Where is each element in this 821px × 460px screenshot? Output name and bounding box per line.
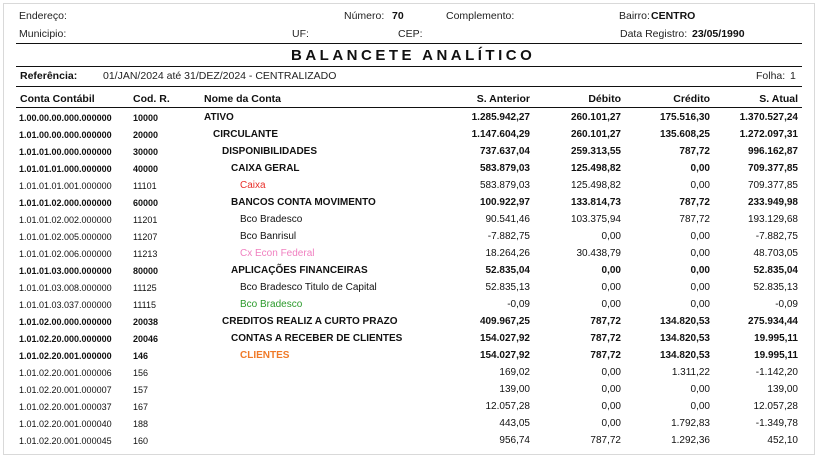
col-debito: Débito xyxy=(588,93,621,105)
credit-value: 134.820,53 xyxy=(659,333,710,344)
table-row xyxy=(0,263,821,280)
debit-value: 0,00 xyxy=(601,418,621,429)
current-balance: 12.057,28 xyxy=(753,401,798,412)
reduced-code: 11201 xyxy=(133,215,158,225)
previous-balance: 409.967,25 xyxy=(479,316,530,327)
current-balance: 139,00 xyxy=(767,384,798,395)
divider xyxy=(16,66,802,67)
divider xyxy=(16,43,802,44)
current-balance: 452,10 xyxy=(767,435,798,446)
account-code: 1.01.02.20.001.000007 xyxy=(19,385,112,395)
account-name: Cx Econ Federal xyxy=(240,248,315,259)
current-balance: -1.142,20 xyxy=(755,367,798,378)
credit-value: 0,00 xyxy=(690,180,710,191)
numero-value: 70 xyxy=(392,10,404,22)
credit-value: 0,00 xyxy=(690,231,710,242)
previous-balance: 583.879,03 xyxy=(479,180,530,191)
debit-value: 0,00 xyxy=(601,265,621,276)
table-row xyxy=(0,127,821,144)
cep-label: CEP: xyxy=(398,28,423,40)
numero-label: Número: xyxy=(344,10,385,22)
divider xyxy=(16,107,802,108)
reduced-code: 160 xyxy=(133,436,149,446)
table-row xyxy=(0,365,821,382)
previous-balance: 12.057,28 xyxy=(485,401,530,412)
current-balance: 52.835,13 xyxy=(753,282,798,293)
table-row xyxy=(0,144,821,161)
col-nome: Nome da Conta xyxy=(204,93,282,105)
credit-value: 787,72 xyxy=(679,197,710,208)
account-name: ATIVO xyxy=(204,112,234,123)
debit-value: 0,00 xyxy=(601,282,621,293)
debit-value: 0,00 xyxy=(601,367,621,378)
endereco-label: Endereço: xyxy=(19,10,67,22)
previous-balance: 90.541,46 xyxy=(485,214,530,225)
reduced-code: 167 xyxy=(133,402,149,412)
table-row xyxy=(0,399,821,416)
municipio-label: Municipio: xyxy=(19,28,67,40)
account-name: DISPONIBILIDADES xyxy=(222,146,318,157)
current-balance: -7.882,75 xyxy=(755,231,798,242)
previous-balance: 737.637,04 xyxy=(479,146,530,157)
credit-value: 0,00 xyxy=(690,163,710,174)
previous-balance: 956,74 xyxy=(499,435,530,446)
col-atual: S. Atual xyxy=(759,93,798,105)
account-name: CAIXA GERAL xyxy=(231,163,300,174)
previous-balance: 18.264,26 xyxy=(485,248,530,259)
bairro-label: Bairro: xyxy=(619,10,650,22)
table-row xyxy=(0,416,821,433)
col-credito: Crédito xyxy=(673,93,710,105)
table-row xyxy=(0,331,821,348)
col-cod: Cod. R. xyxy=(133,93,170,105)
account-code: 1.01.02.20.001.000006 xyxy=(19,368,112,378)
reduced-code: 11115 xyxy=(133,300,157,310)
table-row xyxy=(0,110,821,127)
debit-value: 787,72 xyxy=(590,316,621,327)
debit-value: 125.498,82 xyxy=(570,180,621,191)
current-balance: 19.995,11 xyxy=(754,333,798,344)
table-row xyxy=(0,280,821,297)
credit-value: 0,00 xyxy=(690,265,710,276)
account-code: 1.01.01.02.000.000000 xyxy=(19,198,112,208)
table-row xyxy=(0,314,821,331)
account-code: 1.01.01.03.000.000000 xyxy=(19,266,112,276)
credit-value: 0,00 xyxy=(690,248,710,259)
table-row xyxy=(0,297,821,314)
reduced-code: 20038 xyxy=(133,317,159,327)
account-name: CREDITOS REALIZ A CURTO PRAZO xyxy=(222,316,398,327)
credit-value: 0,00 xyxy=(690,384,710,395)
debit-value: 260.101,27 xyxy=(570,112,621,123)
debit-value: 103.375,94 xyxy=(570,214,621,225)
current-balance: 48.703,05 xyxy=(753,248,798,259)
previous-balance: 1.147.604,29 xyxy=(471,129,530,140)
credit-value: 1.292,36 xyxy=(671,435,710,446)
account-name: CIRCULANTE xyxy=(213,129,278,140)
previous-balance: 583.879,03 xyxy=(479,163,530,174)
col-conta: Conta Contábil xyxy=(20,93,95,105)
debit-value: 260.101,27 xyxy=(570,129,621,140)
table-row xyxy=(0,229,821,246)
reduced-code: 156 xyxy=(133,368,149,378)
account-code: 1.01.02.20.000.000000 xyxy=(19,334,112,344)
debit-value: 0,00 xyxy=(601,299,621,310)
reduced-code: 80000 xyxy=(133,266,159,276)
credit-value: 787,72 xyxy=(679,146,710,157)
current-balance: 1.272.097,31 xyxy=(739,129,798,140)
current-balance: -0,09 xyxy=(775,299,798,310)
reduced-code: 40000 xyxy=(133,164,159,174)
account-code: 1.01.02.20.001.000000 xyxy=(19,351,112,361)
account-code: 1.01.01.00.000.000000 xyxy=(19,147,112,157)
current-balance: 1.370.527,24 xyxy=(739,112,798,123)
reduced-code: 146 xyxy=(133,351,149,361)
account-name: Caixa xyxy=(240,180,266,191)
previous-balance: 52.835,13 xyxy=(485,282,530,293)
debit-value: 787,72 xyxy=(590,333,621,344)
debit-value: 125.498,82 xyxy=(570,163,621,174)
current-balance: 233.949,98 xyxy=(747,197,798,208)
debit-value: 133.814,73 xyxy=(570,197,621,208)
current-balance: 275.934,44 xyxy=(747,316,798,327)
current-balance: 52.835,04 xyxy=(753,265,798,276)
report-title: BALANCETE ANALÍTICO xyxy=(291,47,536,64)
current-balance: -1.349,78 xyxy=(755,418,798,429)
table-row xyxy=(0,246,821,263)
account-code: 1.00.00.00.000.000000 xyxy=(19,113,112,123)
previous-balance: 443,05 xyxy=(499,418,530,429)
previous-balance: 139,00 xyxy=(499,384,530,395)
table-row xyxy=(0,433,821,450)
credit-value: 0,00 xyxy=(690,282,710,293)
debit-value: 0,00 xyxy=(601,231,621,242)
account-name: Bco Bradesco xyxy=(240,214,303,225)
account-code: 1.01.01.02.005.000000 xyxy=(19,232,112,242)
current-balance: 996.162,87 xyxy=(747,146,798,157)
credit-value: 0,00 xyxy=(690,401,710,412)
previous-balance: 169,02 xyxy=(499,367,530,378)
account-code: 1.01.00.00.000.000000 xyxy=(19,130,112,140)
account-name: CONTAS A RECEBER DE CLIENTES xyxy=(231,333,403,344)
table-row xyxy=(0,382,821,399)
reduced-code: 20000 xyxy=(133,130,159,140)
account-code: 1.01.02.20.001.000037 xyxy=(19,402,112,412)
credit-value: 787,72 xyxy=(679,214,710,225)
account-code: 1.01.01.02.002.000000 xyxy=(19,215,112,225)
account-code: 1.01.01.01.000.000000 xyxy=(19,164,112,174)
current-balance: 709.377,85 xyxy=(747,180,798,191)
previous-balance: 154.027,92 xyxy=(479,350,530,361)
current-balance: 19.995,11 xyxy=(754,350,798,361)
divider xyxy=(16,86,802,87)
credit-value: 0,00 xyxy=(690,299,710,310)
account-name: Bco Bradesco Titulo de Capital xyxy=(240,282,377,293)
debit-value: 0,00 xyxy=(601,384,621,395)
previous-balance: 1.285.942,27 xyxy=(471,112,530,123)
credit-value: 135.608,25 xyxy=(659,129,710,140)
col-anterior: S. Anterior xyxy=(476,93,530,105)
referencia-value: 01/JAN/2024 até 31/DEZ/2024 - CENTRALIZADO xyxy=(103,70,337,82)
previous-balance: 100.922,97 xyxy=(479,197,530,208)
previous-balance: 52.835,04 xyxy=(485,265,530,276)
table-row xyxy=(0,348,821,365)
debit-value: 30.438,79 xyxy=(576,248,621,259)
credit-value: 134.820,53 xyxy=(659,350,710,361)
table-row xyxy=(0,195,821,212)
previous-balance: 154.027,92 xyxy=(479,333,530,344)
account-code: 1.01.01.01.001.000000 xyxy=(19,181,112,191)
previous-balance: -0,09 xyxy=(507,299,530,310)
folha-value: 1 xyxy=(790,70,796,82)
uf-label: UF: xyxy=(292,28,309,40)
reduced-code: 11213 xyxy=(133,249,158,259)
account-name: Bco Bradesco xyxy=(240,299,303,310)
debit-value: 259.313,55 xyxy=(570,146,621,157)
reduced-code: 188 xyxy=(133,419,149,429)
account-code: 1.01.01.02.006.000000 xyxy=(19,249,112,259)
reduced-code: 11125 xyxy=(133,283,157,293)
credit-value: 175.516,30 xyxy=(659,112,710,123)
folha-label: Folha: xyxy=(756,70,786,82)
reduced-code: 30000 xyxy=(133,147,159,157)
reduced-code: 157 xyxy=(133,385,149,395)
table-row xyxy=(0,212,821,229)
account-code: 1.01.02.20.001.000040 xyxy=(19,419,112,429)
reduced-code: 20046 xyxy=(133,334,159,344)
debit-value: 787,72 xyxy=(590,350,621,361)
account-name: CLIENTES xyxy=(240,350,290,361)
table-row xyxy=(0,161,821,178)
current-balance: 709.377,85 xyxy=(747,163,798,174)
complemento-label: Complemento: xyxy=(446,10,515,22)
reduced-code: 11101 xyxy=(133,181,157,191)
bairro-value: CENTRO xyxy=(651,10,696,22)
previous-balance: -7.882,75 xyxy=(487,231,530,242)
debit-value: 0,00 xyxy=(601,401,621,412)
data-registro-label: Data Registro: xyxy=(620,28,688,40)
account-name: APLICAÇÕES FINANCEIRAS xyxy=(231,265,368,276)
reduced-code: 60000 xyxy=(133,198,159,208)
account-code: 1.01.02.20.001.000045 xyxy=(19,436,112,446)
account-code: 1.01.01.03.037.000000 xyxy=(19,300,112,310)
debit-value: 787,72 xyxy=(590,435,621,446)
account-code: 1.01.01.03.008.000000 xyxy=(19,283,112,293)
credit-value: 134.820,53 xyxy=(659,316,710,327)
credit-value: 1.311,22 xyxy=(671,367,710,378)
referencia-label: Referência: xyxy=(20,70,78,82)
data-registro-value: 23/05/1990 xyxy=(692,28,745,40)
reduced-code: 10000 xyxy=(133,113,159,123)
credit-value: 1.792,83 xyxy=(671,418,710,429)
current-balance: 193.129,68 xyxy=(747,214,798,225)
table-row xyxy=(0,178,821,195)
reduced-code: 11207 xyxy=(133,232,158,242)
account-code: 1.01.02.00.000.000000 xyxy=(19,317,112,327)
account-name: BANCOS CONTA MOVIMENTO xyxy=(231,197,376,208)
account-name: Bco Banrisul xyxy=(240,231,297,242)
